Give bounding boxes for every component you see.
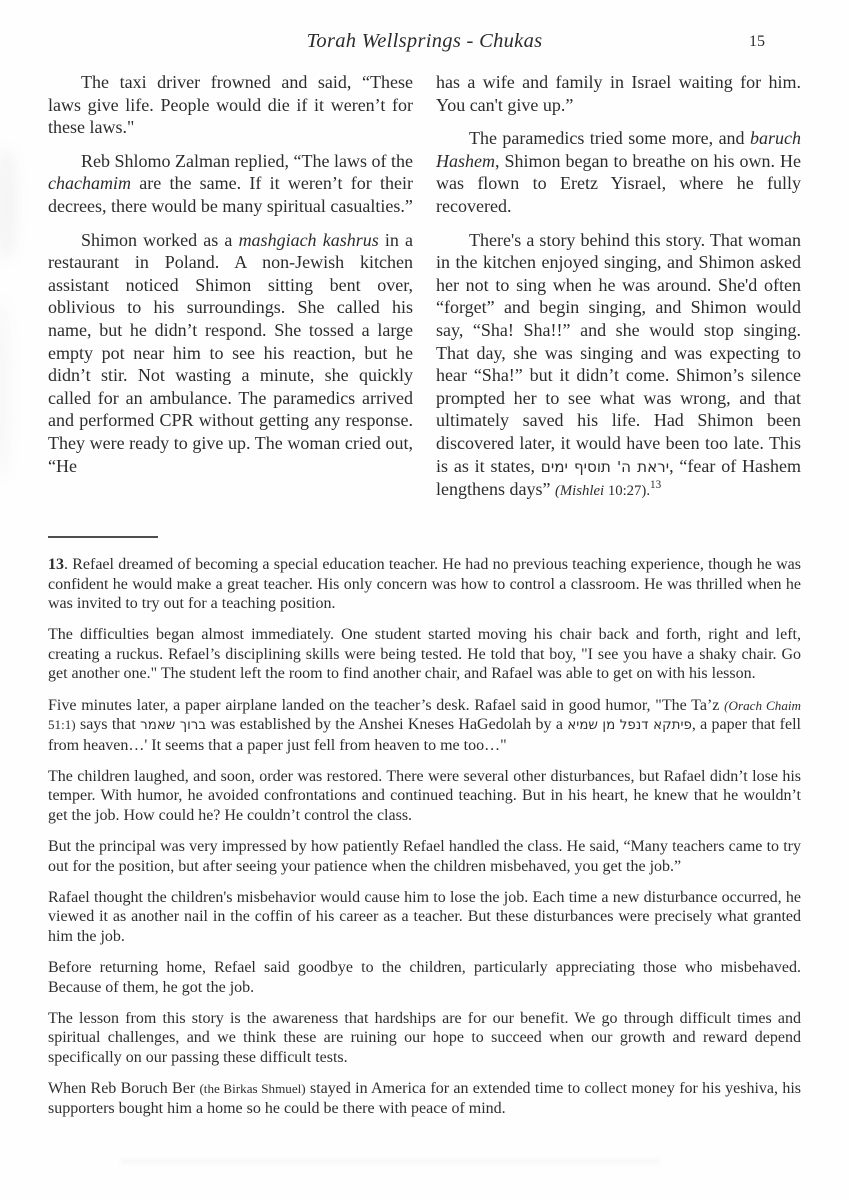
text-run: mashgiach kashrus [238, 229, 379, 250]
text-run: The lesson from this story is the awareness that hardships are for our benefit. We go through difficult times and spiritual challenges, and we think these are ruining our hope to succeed when our growth and reward depend specifically on our passing these difficult tests. [48, 1009, 801, 1066]
text-run: The taxi driver frowned and said, “These laws give life. People would die if it weren’t for these laws." [48, 72, 413, 138]
footnote-text [48, 555, 801, 1118]
footnote-section [48, 536, 801, 1130]
text-run: says that [75, 716, 141, 734]
paragraph [48, 888, 801, 947]
left-column [48, 71, 413, 514]
text-run: are the same. If it weren’t for their decrees, there would be many spiritual casualties.” [48, 173, 413, 216]
text-run: was established by the Anshei Kneses HaGedolah by a [206, 716, 568, 734]
footnote-separator [48, 536, 158, 538]
text-run: (the Birkas Shmuel) [199, 1081, 306, 1097]
paragraph [48, 837, 801, 876]
paragraph [436, 127, 801, 217]
paragraph [48, 767, 801, 826]
scan-smudge [0, 148, 18, 260]
text-run: Five minutes later, a paper airplane landed on the teacher’s desk. Rafael said in good humor, "The Ta’z [48, 696, 725, 714]
scan-smudge [0, 300, 10, 480]
hebrew-text: ברוך שאמר [140, 718, 207, 734]
text-run: Rafael thought the children's misbehavior would cause him to lose the job. Each time a new disturbance occurred, he viewed it as another nail in the coffin of his career as a teacher. But these disturbances were precisely what granted him the job. [48, 888, 801, 945]
text-run: Shimon worked as a [81, 229, 239, 250]
text-run: . Refael dreamed of becoming a special education teacher. He had no previous teaching experience, though he was confident he would make a great teacher. His only concern was how to control a classroom. He was thrilled when he was invited to try out for a teaching position. [48, 556, 801, 613]
hebrew-text: פיתקא דנפל מן שמיא [567, 718, 692, 734]
text-run: 10:27). [604, 483, 651, 500]
text-run: The children laughed, and soon, order was restored. There were several other disturbances, but Rafael didn’t lose his temper. With humor, he avoided confrontations and continued teaching. But in his heart, he knew that he wouldn’t get the job. How could he? He couldn’t control the class. [48, 767, 801, 825]
text-run: But the principal was very impressed by how patiently Refael handled the class. He said, “Many teachers came to try out for the position, but after seeing your patience when the children misbehaved, you get the job.” [48, 838, 801, 875]
text-run: 13 [48, 556, 64, 573]
text-run: , a paper that fell from heaven…' It seems that a paper just fell from heaven to me too…" [48, 716, 801, 754]
text-run: The difficulties began almost immediately. One student started moving his chair back and forth, right and left, creating a ruckus. Refael’s disciplining skills were being tested. He told that boy, "I see you have a shaky chair. Go get another one." The student left the room to find another chair, and Rafael was able to get on with his lesson. [48, 626, 801, 683]
text-run: stayed in America for an extended time to collect money for his yeshiva, his supporters bought him a home so he could be there with peace of mind. [48, 1080, 801, 1117]
paragraph [48, 71, 413, 139]
scan-smudge [120, 1160, 660, 1163]
paragraph [48, 150, 413, 218]
text-run: 51:1) [48, 717, 76, 733]
text-run: The paramedics tried some more, and [469, 128, 750, 149]
paragraph [48, 958, 801, 997]
text-run: (Mishlei [554, 483, 605, 500]
text-run: in a restaurant in Poland. A non-Jewish kitchen assistant noticed Shimon sitting bent over, oblivious to his surroundings. She called his name, but he didn’t respond. She tossed a large empty pot near him to see his reaction, but he didn’t stir. Not wasting a minute, she quickly called for an ambulance. The paramedics arrived and performed CPR without getting any response. They were ready to give up. The woman cried out, “He [48, 229, 413, 476]
page-number: 15 [749, 33, 765, 50]
right-column [436, 71, 801, 514]
paragraph [48, 1009, 801, 1068]
text-run: Before returning home, Refael said goodbye to the children, particularly appreciating those who misbehaved. Because of them, he got the job. [48, 959, 801, 996]
text-run: chachamim [48, 173, 131, 194]
text-run: Reb Shlomo Zalman replied, “The laws of the [81, 150, 413, 171]
text-run: There's a story behind this story. That woman in the kitchen enjoyed singing, and Shimon asked her not to sing when he was around. She'd often “forget” and begin singing, and Shimon would say, “Sha! Sha!!” and she would stop singing. That day, she was singing and was expecting to hear “Sha!” but it didn’t come. Shimon’s silence prompted her to see what was wrong, and that ultimately saved his life. Had Shimon been discovered later, it would have been too late. This is as it states, [436, 229, 801, 476]
text-run: (Orach Chaim [724, 697, 802, 713]
text-run: When Reb Boruch Ber [48, 1080, 200, 1098]
paragraph [48, 1079, 801, 1118]
text-run: , Shimon began to breathe on his own. He was flown to Eretz Yisrael, where he fully recovered. [436, 150, 801, 216]
paragraph [48, 229, 413, 478]
hebrew-text: יראת ה' תוסיף ימים [540, 457, 670, 476]
text-run: 13 [650, 479, 662, 492]
text-run: , “fear of Hashem lengthens days” [436, 455, 801, 500]
text-run: has a wife and family in Israel waiting for him. You can't give up.” [436, 72, 801, 115]
main-text [48, 71, 801, 514]
paragraph [48, 555, 801, 614]
text-run: baruch Hashem [436, 128, 801, 171]
paragraph [436, 71, 801, 116]
paragraph [48, 625, 801, 684]
page-title: Torah Wellsprings - Chukas [306, 30, 543, 52]
paragraph [436, 229, 801, 503]
page-header [0, 30, 849, 58]
paragraph [48, 696, 801, 756]
